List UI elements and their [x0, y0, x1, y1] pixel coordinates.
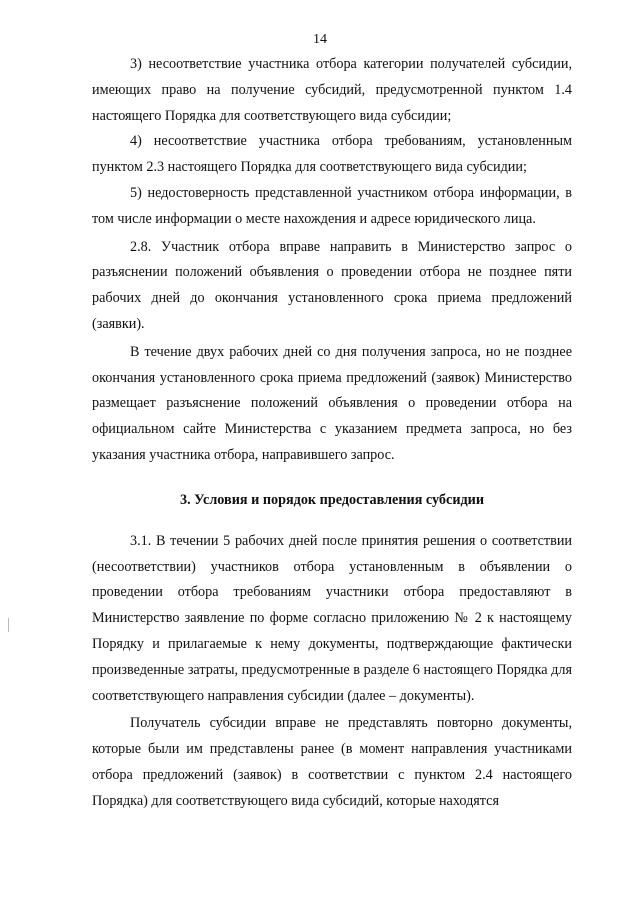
paragraph-item-4: 4) несоответствие участника отбора требованиям, установленным пунктом 2.3 настоящего Порядка для соответствующего вида субсидии; — [92, 133, 572, 176]
paragraph-item-3: 3) несоответствие участника отбора категории получателей субсидии, имеющих право на получение субсидий, предусмотренной пунктом 1.4 настоящего Порядка для соответствующего вида субсидии; — [92, 56, 572, 124]
paragraph-recipient: Получатель субсидии вправе не представлять повторно документы, которые были им представлены ранее (в момент направления участниками отбора предложений (заявок) в соответствии с пунктом 2.4 настоящего Порядка) для соответствующего вида субсидий, которые находятся — [92, 715, 572, 809]
paragraph-3-1: 3.1. В течении 5 рабочих дней после принятия решения о соответствии (несоответствии) участников отбора установленным в объявлении о проведении отбора требованиям участники отбора предоставляют в Министерство заявление по форме согласно приложению № 2 к настоящему Порядку и прилагаемые к нему документы, подтверждающие фактически произведенные затраты, предусмотренные в разделе 6 настоящего Порядка для соответствующего направления субсидии (далее – документы). — [92, 532, 572, 704]
scan-margin-mark — [8, 618, 9, 632]
paragraph-item-5: 5) недостоверность представленной участником отбора информации, в том числе информации о месте нахождения и адресе юридического лица. — [92, 184, 572, 227]
page-number: 14 — [313, 32, 327, 47]
paragraph-clarification: В течение двух рабочих дней со дня получения запроса, но не позднее окончания установленного срока приема предложений (заявок) Министерство размещает разъяснение положений объявления о проведении отбора на официальном сайте Министерства с указанием предмета запроса, но без указания участника отбора, направившего запрос. — [92, 343, 572, 463]
section-heading: 3. Условия и порядок предоставления субсидии — [179, 491, 485, 508]
paragraph-2-8: 2.8. Участник отбора вправе направить в Министерство запрос о разъяснении положений объявления о проведении отбора не позднее пяти рабочих дней до окончания установленного срока приема предложений (заявки). — [92, 238, 572, 332]
document-body — [92, 52, 572, 815]
